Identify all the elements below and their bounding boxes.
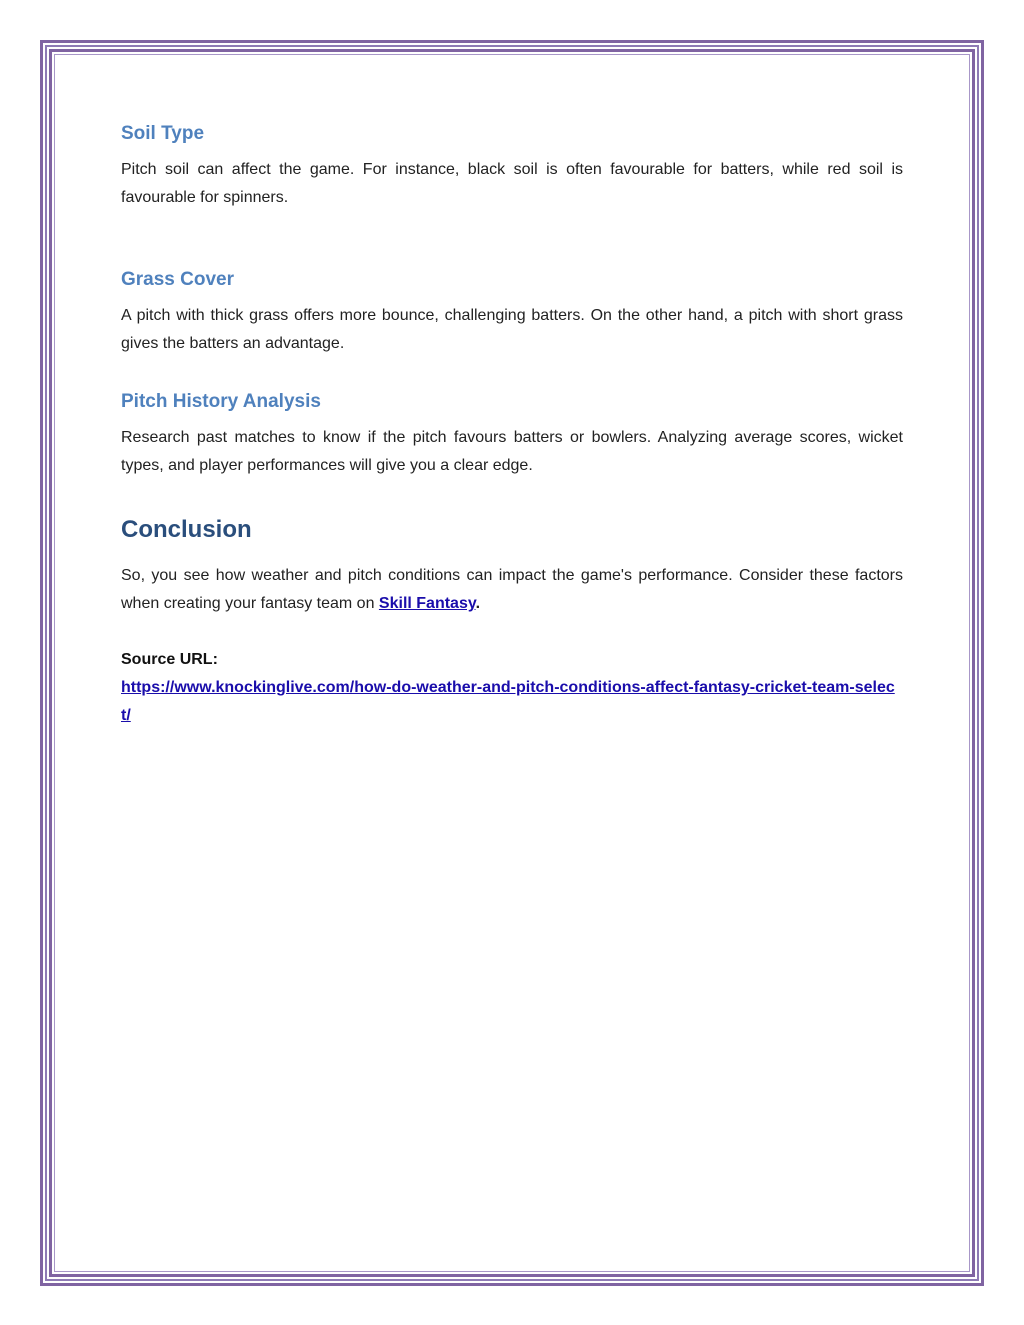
section-paragraph: Research past matches to know if the pitch favours batters or bowlers. Analyzing average scores, wicket types, and player performances will give you a clear edge.	[121, 429, 903, 474]
conclusion-text: So, you see how weather and pitch conditions can impact the game's performance. Consider these factors when creating your fantasy team on	[121, 567, 903, 612]
source-url-label: Source URL:	[121, 651, 218, 668]
section-conclusion	[121, 510, 903, 618]
conclusion-period: .	[475, 595, 481, 612]
section-paragraph: A pitch with thick grass offers more bounce, challenging batters. On the other hand, a pitch with short grass gives the batters an advantage.	[121, 307, 903, 352]
section-heading: Grass Cover	[121, 269, 235, 290]
conclusion-heading: Conclusion	[121, 516, 252, 543]
document-content	[121, 118, 903, 730]
section-heading: Soil Type	[121, 123, 205, 144]
section-heading: Pitch History Analysis	[121, 391, 321, 412]
section-pitch-history	[121, 386, 903, 480]
conclusion-paragraph	[121, 562, 903, 618]
section-paragraph: Pitch soil can affect the game. For instance, black soil is often favourable for batters, while red soil is favourable for spinners.	[121, 161, 903, 206]
skill-fantasy-link[interactable]: Skill Fantasy	[378, 595, 476, 612]
source-url-link[interactable]: https://www.knockinglive.com/how-do-weather-and-pitch-conditions-affect-fantasy-cricket-team-select/	[121, 679, 895, 724]
source-section	[121, 646, 903, 730]
section-soil-type	[121, 118, 903, 212]
section-grass-cover	[121, 264, 903, 358]
